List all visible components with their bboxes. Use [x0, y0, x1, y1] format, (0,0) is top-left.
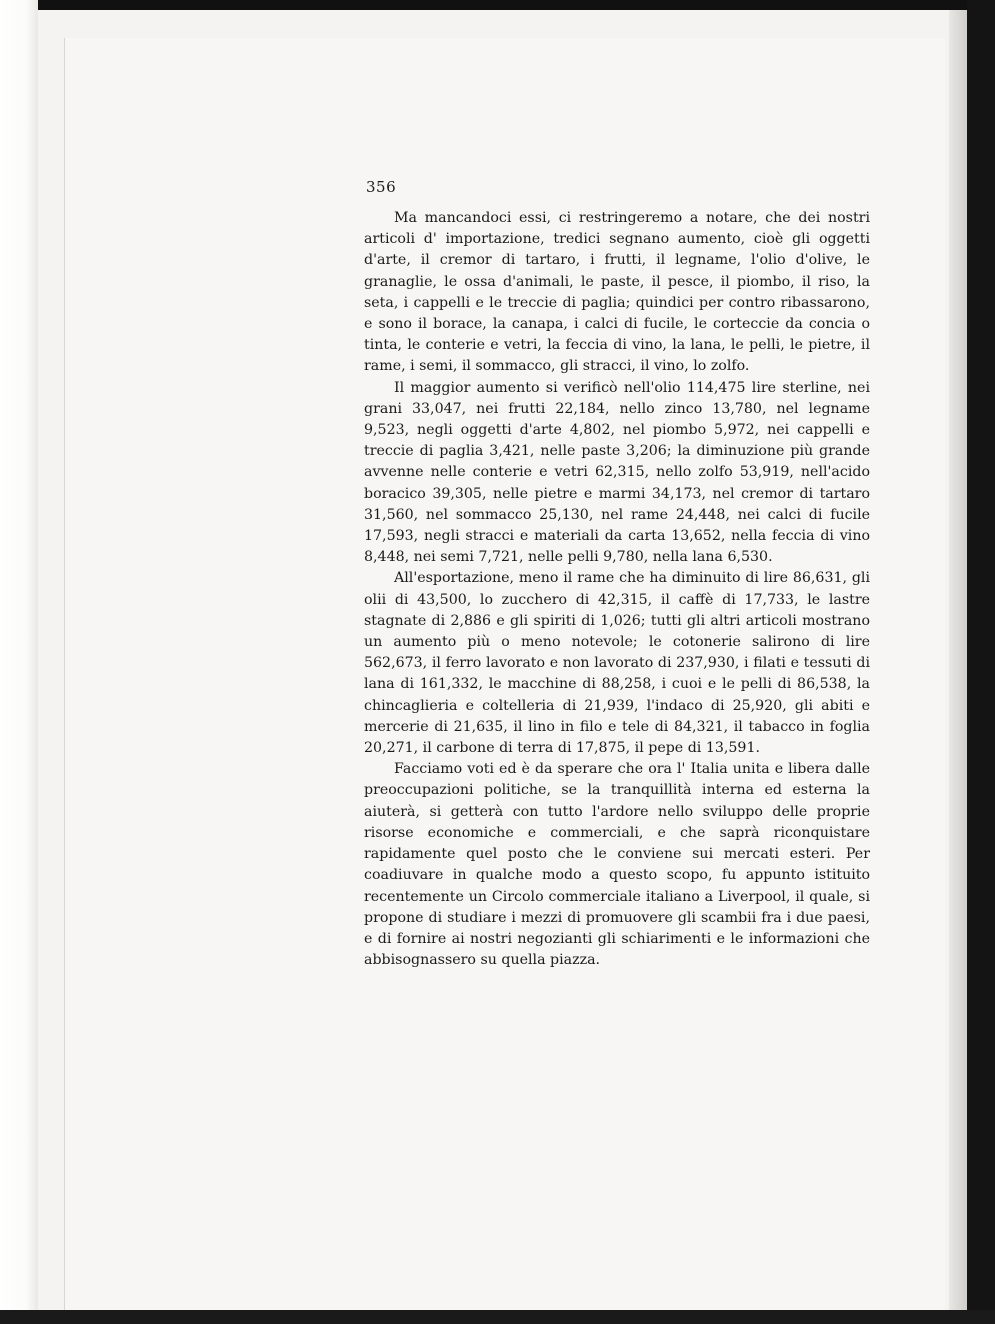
page-gutter-shadow	[949, 10, 967, 1310]
scan-right-border	[967, 0, 995, 1324]
scan-left-margin	[0, 0, 38, 1324]
page-number: 356	[366, 178, 397, 196]
scan-top-border	[0, 0, 995, 10]
body-text	[364, 208, 870, 971]
paragraph-3: All'esportazione, meno il rame che ha diminuito di lire 86,631, gli olii di 43,500, lo zucchero di 42,315, il caffè di 17,733, le lastre stagnate di 2,886 e gli spiriti di 1,026; tutti gli altri articoli mostrano un aumento più o meno notevole; le cotonerie salirono di lire 562,673, il ferro lavorato e non lavorato di 237,930, i filati e tessuti di lana di 161,332, le macchine di 88,258, i cuoi e le pelli di 86,538, la chincaglieria e coltelleria di 21,939, l'indaco di 25,920, gli abiti e mercerie di 21,635, il lino in filo e tele di 84,321, il tabacco in foglia 20,271, il carbone di terra di 17,875, il pepe di 13,591.	[364, 570, 870, 757]
paragraph-4: Facciamo voti ed è da sperare che ora l' Italia unita e libera dalle preoccupazioni politiche, se la tranquillità interna ed esterna la aiuterà, si getterà con tutto l'ardore nello sviluppo delle proprie risorse economiche e commerciali, e che saprà riconquistare rapidamente quel posto che le conviene sui mercati esteri. Per coadiuvare in qualche modo a questo scopo, fu appunto istituito recentemente un Circolo commerciale italiano a Liverpool, il quale, si propone di studiare i mezzi di promuovere gli scambii fra i due paesi, e di fornire ai nostri negozianti gli schiarimenti e le informazioni che abbisognassero su quella piazza.	[364, 761, 870, 969]
scan-bottom-border	[0, 1310, 995, 1324]
paragraph-1: Ma mancandoci essi, ci restringeremo a notare, che dei nostri articoli d' importazione, tredici segnano aumento, cioè gli oggetti d'arte, il cremor di tartaro, i frutti, il legname, l'olio d'olive, le granaglie, le ossa d'animali, le paste, il pesce, il piombo, il riso, la seta, i cappelli e le treccie di paglia; quindici per contro ribassarono, e sono il borace, la canapa, i calci di fucile, le corteccie da concia o tinta, le conterie e vetri, la feccia di vino, la lana, le pelli, le pietre, il rame, i semi, il sommacco, gli stracci, il vino, lo zolfo.	[364, 210, 870, 375]
paragraph-2: Il maggior aumento si verificò nell'olio 114,475 lire sterline, nei grani 33,047, nei frutti 22,184, nello zinco 13,780, nel legname 9,523, negli oggetti d'arte 4,802, nel piombo 5,972, nei cappelli e treccie di paglia 3,421, nelle paste 3,206; la diminuzione più grande avvenne nelle conterie e vetri 62,315, nello zolfo 53,919, nell'acido boracico 39,305, nelle pietre e marmi 34,173, nel cremor di tartaro 31,560, nel sommacco 25,130, nel rame 24,448, nei calci di fucile 17,593, negli stracci e materiali da carta 13,652, nella feccia di vino 8,448, nei semi 7,721, nelle pelli 9,780, nella lana 6,530.	[364, 379, 870, 566]
